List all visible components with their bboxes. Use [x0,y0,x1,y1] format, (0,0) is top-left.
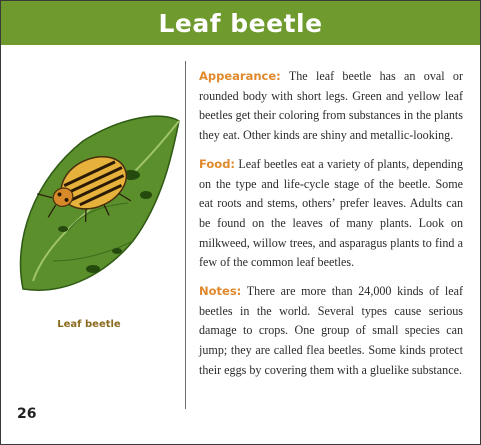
illustration-caption: Leaf beetle [57,319,121,330]
food-text: Leaf beetles eat a variety of plants, depending on the type and life-cycle stage of the beetle. Some eat roots and stems, othersʼ prefer leaves. Adults can be found on the leaves of many plants. Look on milkweed, willow trees, and asparagus plants to find a few of the common leaf beetles. [199,156,463,270]
notes-text: There are more than 24,000 kinds of leaf beetles in the world. Several types cause serious damage to crops. One group of small species can jump; they are called flea beetles. Some kinds protect their eggs by covering them with a gluelike substance. [199,284,463,377]
notes-label: Notes: [199,284,242,299]
notes-paragraph [199,282,463,381]
food-paragraph [199,155,463,273]
column-divider [185,61,186,409]
appearance-paragraph [199,67,463,146]
appearance-text: The leaf beetle has an oval or rounded body with short legs. Green and yellow leaf beetles get their coloring from substances in the plants they eat. Other kinds are shiny and metallic-looking. [199,69,463,143]
text-column [199,67,463,390]
page-title: Leaf beetle [158,8,323,38]
food-label: Food: [199,156,236,171]
title-banner [1,1,480,45]
appearance-label: Appearance: [199,69,281,83]
page-number: 26 [17,406,37,422]
leaf-beetle-illustration [13,111,181,301]
